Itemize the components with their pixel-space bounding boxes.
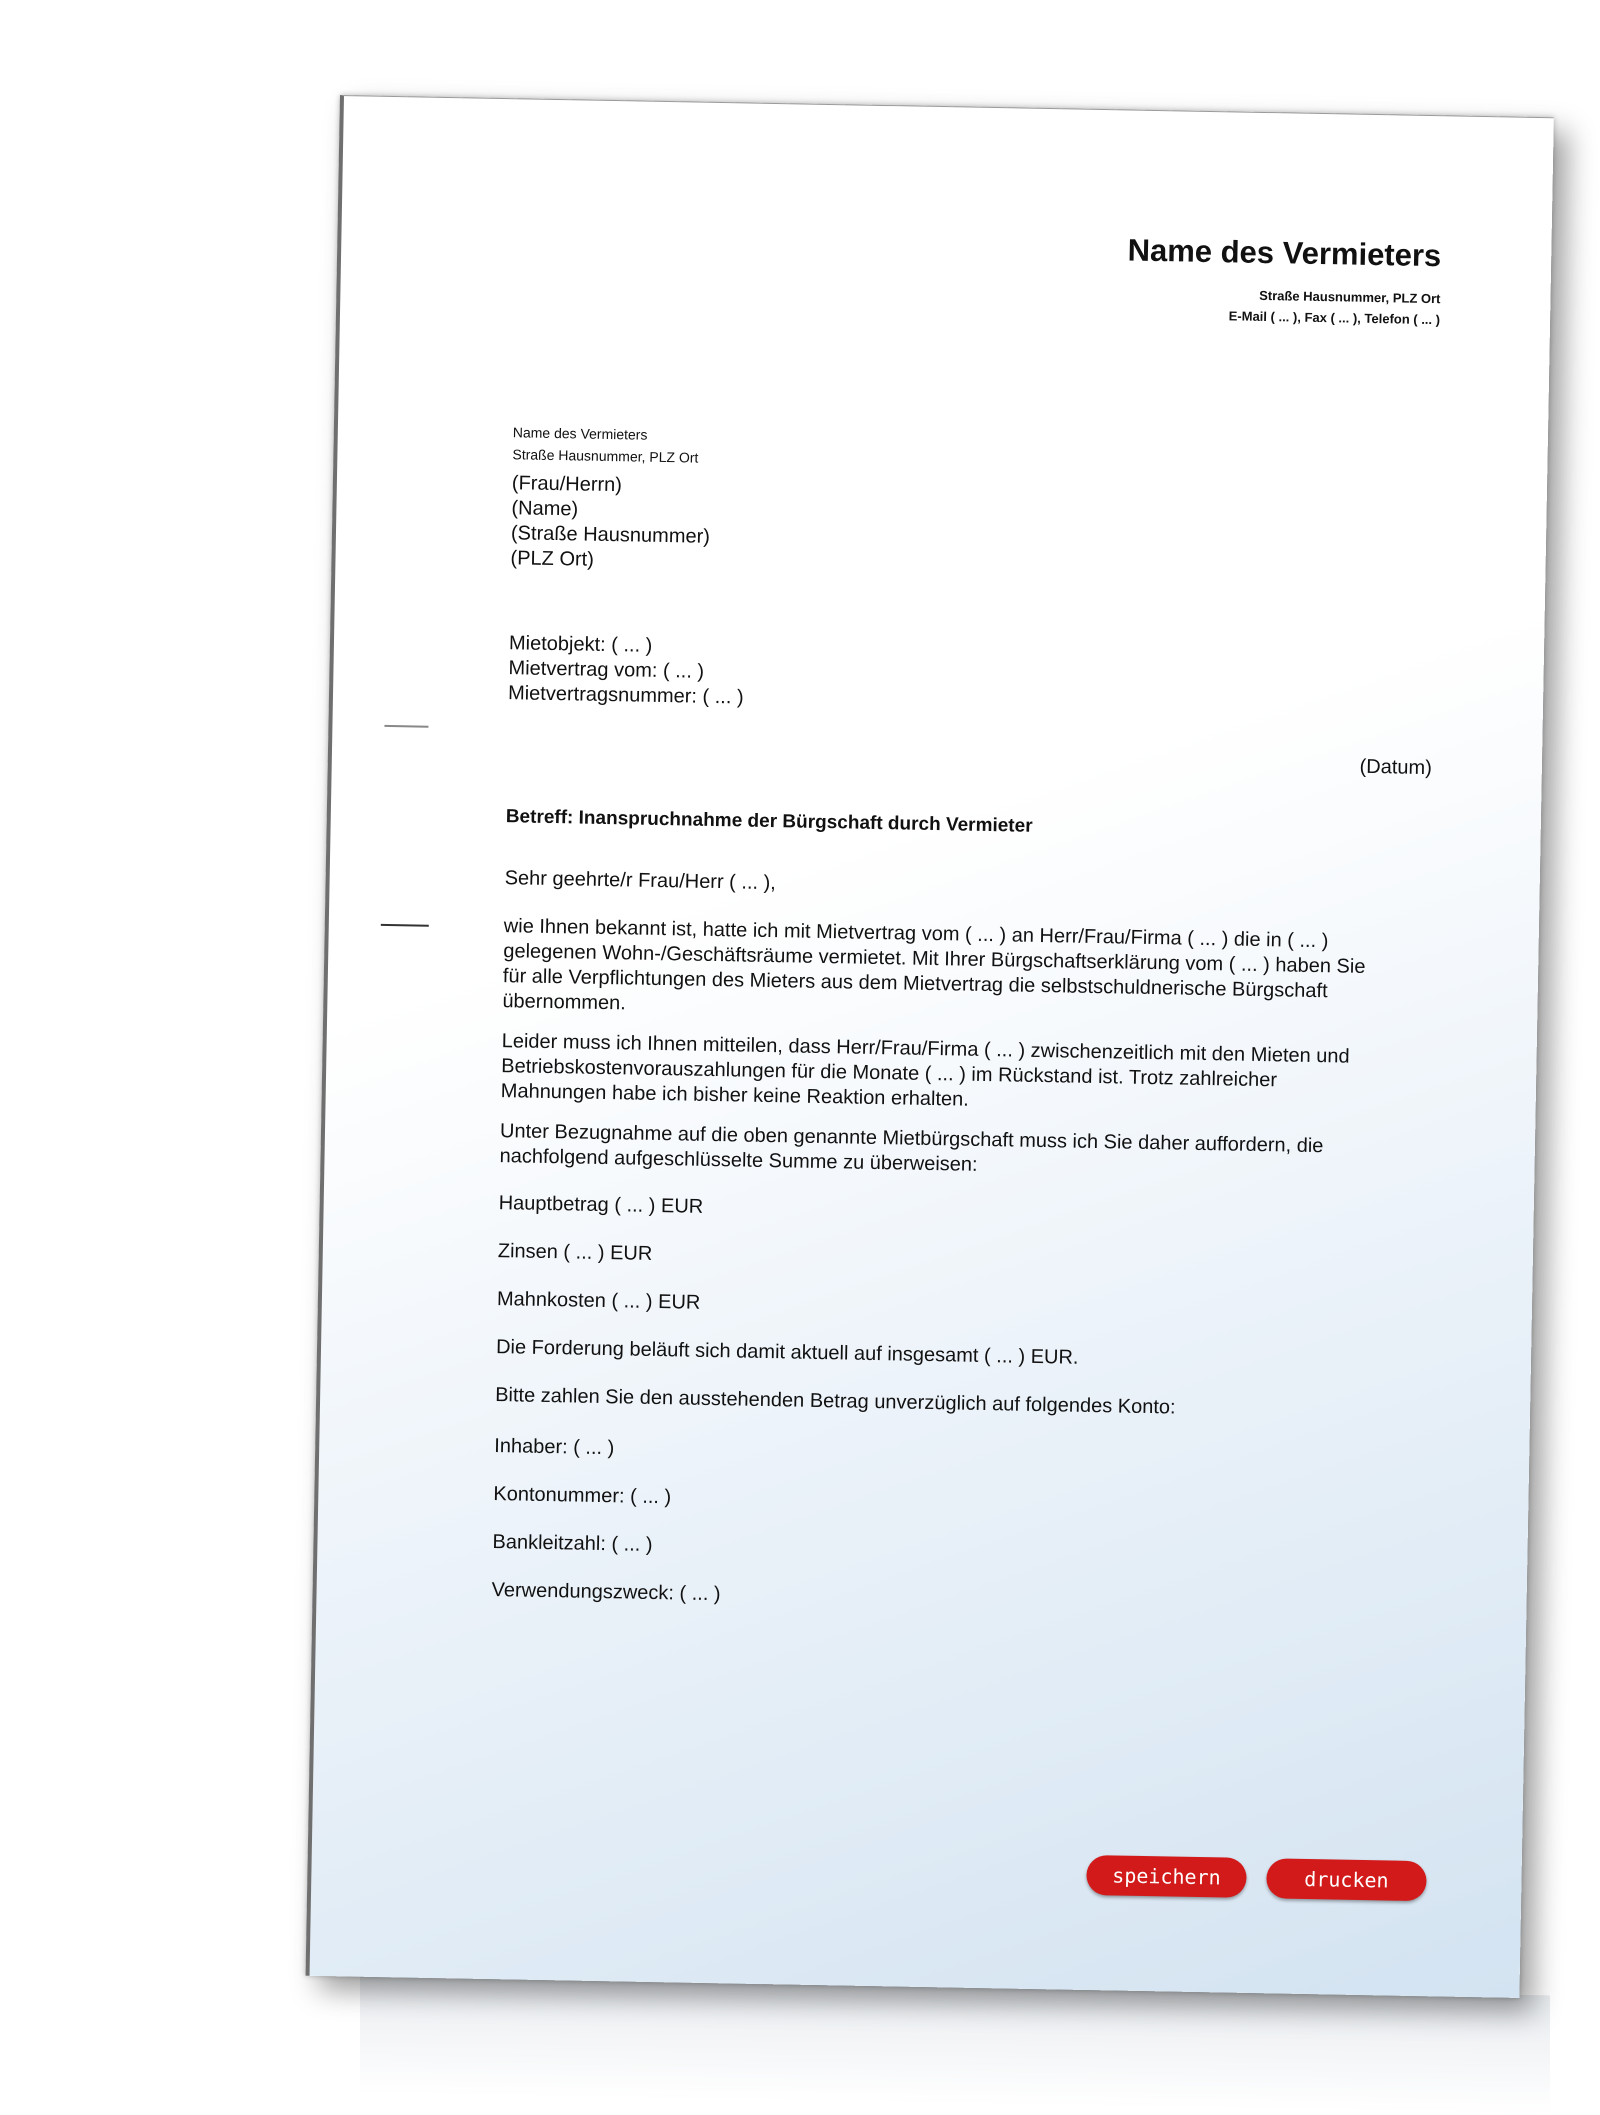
save-button[interactable]: speichern [1086,1855,1247,1898]
recipient-name: (Name) [511,497,579,521]
account-verwendungszweck: Verwendungszweck: ( ... ) [491,1579,721,1606]
account-kontonummer: Kontonummer: ( ... ) [493,1483,672,1509]
letterhead-contact: E-Mail ( ... ), Fax ( ... ), Telefon ( ... ) [1228,308,1441,328]
recipient-salutation: (Frau/Herrn) [511,472,623,497]
fold-mark-top [384,725,428,728]
amount-zinsen: Zinsen ( ... ) EUR [497,1240,653,1265]
paragraph-2: Leider muss ich Ihnen mitteilen, dass Herr/Frau/Firma ( ... ) zwischenzeitlich mit den Mieten und Betriebskostenvorauszahlungen für die Monate ( ... ) im Rückstand ist. Trotz zahlreicher Mahnungen habe ich bisher keine Reaktion erhalten. [500,1030,1350,1111]
total-claim: Die Forderung beläuft sich damit aktuell auf insgesamt ( ... ) EUR. [495,1336,1079,1369]
page-reflection [360,1975,1550,2115]
account-inhaber: Inhaber: ( ... ) [494,1435,615,1460]
letter-page [306,95,1554,1998]
subject-line: Betreff: Inanspruchnahme der Bürgschaft durch Vermieter [505,806,1033,837]
sender-name: Name des Vermieters [512,424,648,443]
fold-mark-middle [381,924,429,927]
paragraph-1: wie Ihnen bekannt ist, hatte ich mit Mietvertrag vom ( ... ) an Herr/Frau/Firma ( ... ) die in ( ... ) gelegenen Wohn-/Geschäftsräume vermietet. Mit Ihrer Bürgschaftserklärung vom ( ... ) haben Sie für alle Verpflichtungen des Mieters aus dem Mietvertrag die selbstschuldnerische Bürgschaft übernommen. [502,915,1366,1015]
print-button[interactable]: drucken [1266,1858,1427,1901]
sender-address: Straße Hausnummer, PLZ Ort [512,446,699,466]
reference-mietvertrag-date: Mietvertrag vom: ( ... ) [508,657,705,683]
reference-mietobjekt: Mietobjekt: ( ... ) [508,632,653,657]
paragraph-3: Unter Bezugnahme auf die oben genannte Mietbürgschaft muss ich Sie daher auffordern, die nachfolgend aufgeschlüsselte Summe zu überweisen: [499,1120,1324,1176]
account-bankleitzahl: Bankleitzahl: ( ... ) [492,1531,653,1556]
letter-date: (Datum) [1359,755,1433,780]
reference-mietvertragsnummer: Mietvertragsnummer: ( ... ) [507,682,744,709]
amount-hauptbetrag: Hauptbetrag ( ... ) EUR [498,1192,704,1218]
letterhead-name: Name des Vermieters [1127,232,1442,274]
greeting: Sehr geehrte/r Frau/Herr ( ... ), [504,867,777,895]
recipient-street: (Straße Hausnummer) [510,522,711,548]
amount-mahnkosten: Mahnkosten ( ... ) EUR [496,1288,701,1314]
letterhead-address: Straße Hausnummer, PLZ Ort [1259,287,1441,307]
payment-request: Bitte zahlen Sie den ausstehenden Betrag unverzüglich auf folgendes Konto: [495,1384,1176,1419]
recipient-city: (PLZ Ort) [510,547,595,571]
